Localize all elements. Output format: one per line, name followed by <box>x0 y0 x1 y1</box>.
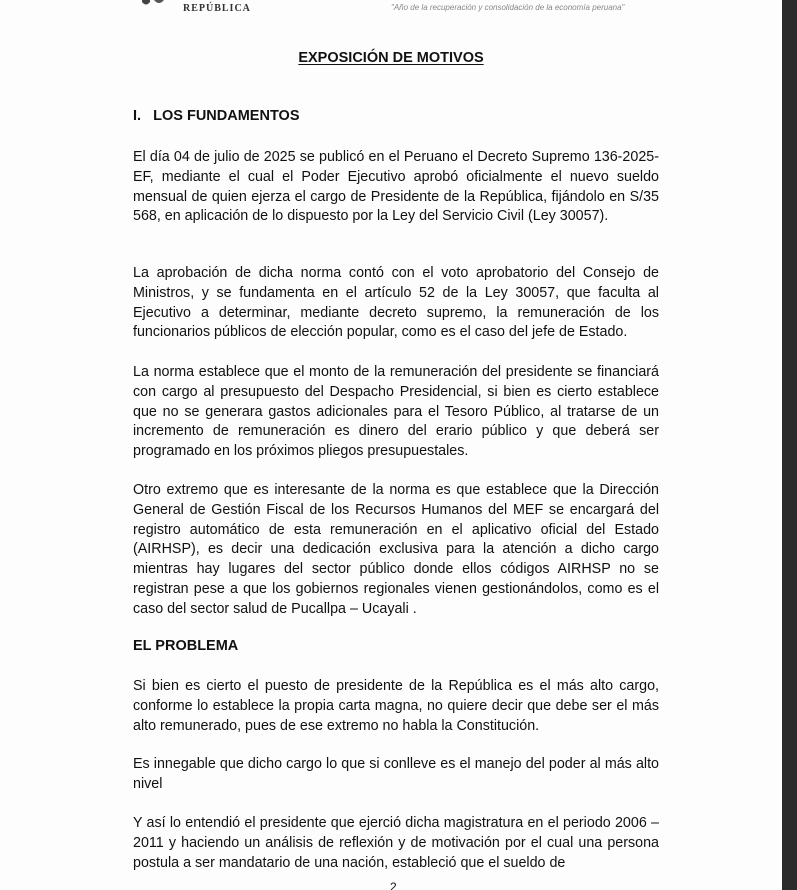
paragraph-3 <box>133 363 659 462</box>
paragraph-7-text: Y así lo entendió el presidente que ejerció dicha magistratura en el periodo 2006 – 2011 y haciendo un análisis de reflexión y de motivación por el cual una persona postula a ser mandatario de una nación, estableció que el sueldo de <box>133 815 659 871</box>
paragraph-2 <box>133 264 659 343</box>
paragraph-5 <box>133 677 659 736</box>
paragraph-6 <box>133 755 659 795</box>
section-heading-fundamentos: I. LOS FUNDAMENTOS <box>133 108 300 124</box>
header-org: REPÚBLICA <box>183 3 251 14</box>
paragraph-1-text: El día 04 de julio de 2025 se publicó en el Peruano el Decreto Supremo 136-2025-EF, mediante el cual el Poder Ejecutivo aprobó oficialmente el nuevo sueldo mensual de quien ejerza el cargo de Presidente de la República, fijándolo en S/35 568, en aplicación de lo dispuesto por la Ley del Servicio Civil (Ley 30057). <box>133 149 659 225</box>
document-title: EXPOSICIÓN DE MOTIVOS <box>298 50 484 66</box>
paragraph-5-text: Si bien es cierto el puesto de presidente de la República es el más alto cargo, conforme lo establece la propia carta magna, no quiere decir que debe ser el más alto remunerado, pues de ese extremo no habla la Constitución. <box>133 678 659 734</box>
paragraph-4-text: Otro extremo que es interesante de la norma es que establece que la Dirección General de Gestión Fiscal de los Recursos Humanos del MEF se encargará del registro automático de esta remuneración en el aplicativo oficial del Estado (AIRHSP), es decir una dedicación exclusiva para la atención a dicho cargo mientras hay lugares del sector público donde ellos códigos AIRHSP no se registran pese a que los gobiernos regionales vienen gestionándolos, como es el caso del sector salud de Pucallpa – Ucayali . <box>133 482 659 617</box>
section-heading-problema: EL PROBLEMA <box>133 638 239 654</box>
header-year-motto: "Año de la recuperación y consolidación de la economía peruana" <box>391 3 625 12</box>
coat-of-arms-icon <box>140 0 166 8</box>
paragraph-3-text: La norma establece que el monto de la remuneración del presidente se financiará con cargo al presupuesto del Despacho Presidencial, si bien es cierto establece que no se generara gastos adicionales para el Tesoro Público, al tratarse de un incremento de remuneración es dinero del erario público y que deberá ser programado en los próximos pliegos presupuestales. <box>133 364 659 460</box>
paragraph-6-text: Es innegable que dicho cargo lo que si conlleve es el manejo del poder al más alto nivel <box>133 756 659 792</box>
paragraph-7 <box>133 814 659 873</box>
paragraph-2-text: La aprobación de dicha norma contó con el voto aprobatorio del Consejo de Ministros, y se fundamenta en el artículo 52 de la Ley 30057, que faculta al Ejecutivo a determinar, mediante decreto supremo, la remuneración de los funcionarios públicos de elección popular, como es el caso del jefe de Estado. <box>133 265 659 341</box>
paragraph-1 <box>133 148 659 227</box>
page-number: 2 <box>390 880 397 890</box>
paragraph-4 <box>133 481 659 620</box>
